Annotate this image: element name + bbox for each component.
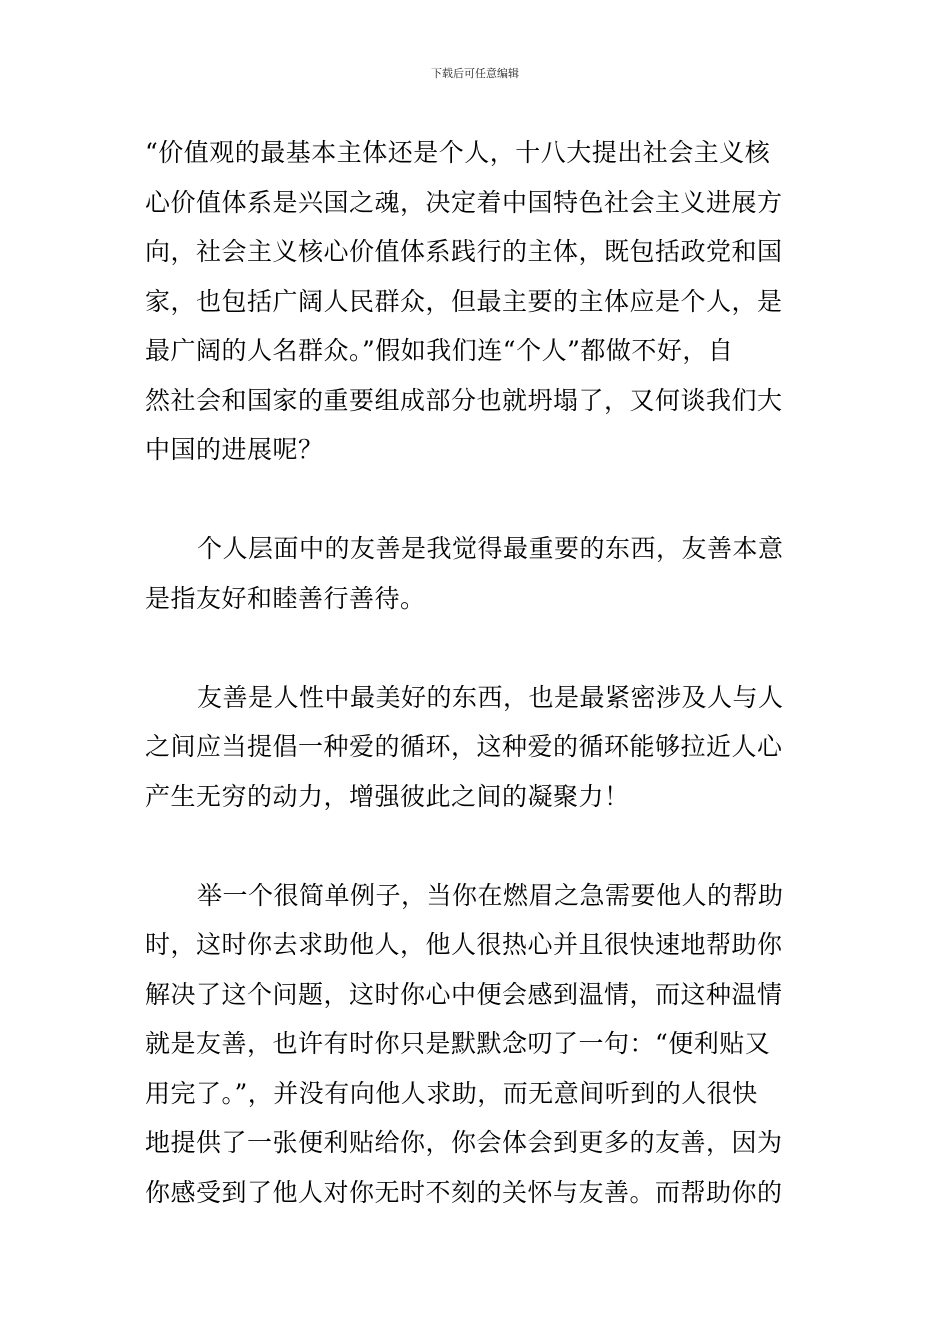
- text-line: 向，社会主义核心价值体系践行的主体，既包括政党和国: [145, 237, 783, 266]
- text-line: 心价值体系是兴国之魂，决定着中国特色社会主义进展方: [145, 187, 783, 217]
- paragraph-spacer: [145, 475, 810, 525]
- text-line: 最广阔的人名群众。”假如我们连“个人”都做不好，自: [145, 336, 734, 365]
- text-line: 解决了这个问题，这时你心中便会感到温情，而这种温情: [145, 979, 783, 1009]
- paragraph-friendliness-meaning: [145, 524, 810, 623]
- page-header-note: 下载后可任意编辑: [431, 67, 519, 80]
- text-line: 就是友善，也许有时你只是默默念叨了一句：“便利贴又: [145, 1029, 771, 1058]
- text-line: 中国的进展呢？: [145, 435, 324, 464]
- paragraph-spacer: [145, 821, 810, 871]
- text-line: 然社会和国家的重要组成部分也就坍塌了，又何谈我们大: [145, 385, 783, 415]
- document-body: [145, 128, 810, 1217]
- paragraph-core-values: [145, 128, 810, 475]
- paragraph-example: [145, 871, 810, 1218]
- text-line: 家，也包括广阔人民群众，但最主要的主体应是个人，是: [145, 286, 783, 316]
- text-line: “价值观的最基本主体还是个人，十八大提出社会主义核: [145, 138, 771, 167]
- paragraph-friendliness-nature: [145, 673, 810, 822]
- text-line: 举一个很简单例子，当你在燃眉之急需要他人的帮助: [197, 880, 784, 910]
- text-line: 是指友好和睦善行善待。: [145, 583, 426, 613]
- text-line: 个人层面中的友善是我觉得最重要的东西，友善本意: [197, 534, 784, 563]
- text-line: 用完了。”，并没有向他人求助，而无意间听到的人很快: [145, 1078, 758, 1108]
- text-line: 友善是人性中最美好的东西，也是最紧密涉及人与人: [197, 682, 784, 712]
- text-line: 你感受到了他人对你无时不刻的关怀与友善。而帮助你的: [145, 1177, 783, 1207]
- text-line: 产生无穷的动力，增强彼此之间的凝聚力！: [145, 781, 630, 811]
- text-line: 时，这时你去求助他人，他人很热心并且很快速地帮助你: [145, 930, 783, 959]
- text-line: 之间应当提倡一种爱的循环，这种爱的循环能够拉近人心: [145, 732, 783, 761]
- text-line: 地提供了一张便利贴给你，你会体会到更多的友善，因为: [145, 1128, 783, 1157]
- paragraph-spacer: [145, 623, 810, 673]
